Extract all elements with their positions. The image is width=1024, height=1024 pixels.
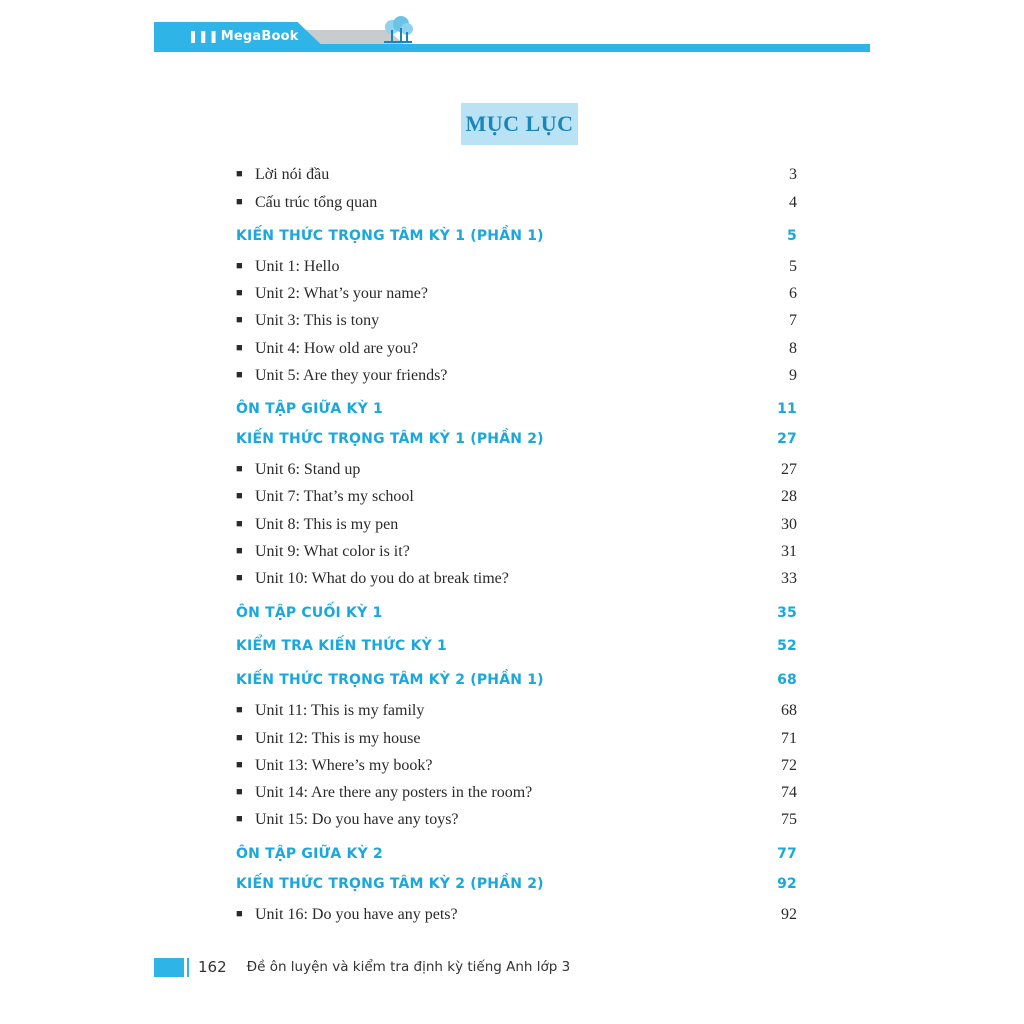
toc-page-number: 35 [777, 605, 797, 621]
toc-page-number: 75 [781, 811, 797, 828]
toc-entry-text: Unit 8: This is my pen [255, 516, 399, 533]
toc-entry-text: Unit 16: Do you have any pets? [255, 906, 458, 923]
toc-page-number: 33 [781, 570, 797, 587]
toc-page-number: 71 [781, 730, 797, 747]
toc-item-row [236, 258, 797, 276]
toc-entry-text: Unit 1: Hello [255, 258, 340, 275]
toc-entry-label [236, 672, 544, 688]
toc-entry-text: Cấu trúc tổng quan [255, 194, 378, 211]
toc-page-number: 92 [777, 876, 797, 892]
toc-entry-text: Unit 14: Are there any posters in the room? [255, 784, 533, 801]
toc-entry-label [236, 638, 447, 654]
toc-entry-label [236, 285, 428, 303]
square-bullet-icon: ■ [236, 732, 243, 744]
square-bullet-icon: ■ [236, 287, 243, 299]
square-bullet-icon: ■ [236, 168, 243, 180]
toc-entry-text: Unit 5: Are they your friends? [255, 367, 448, 384]
toc-entry-label [236, 401, 383, 417]
toc-entry-text: Unit 13: Where’s my book? [255, 757, 433, 774]
toc-item-row [236, 194, 797, 212]
toc-item-row [236, 784, 797, 802]
toc-entry-label [236, 543, 410, 561]
toc-entry-text: ÔN TẬP GIỮA KỲ 1 [236, 401, 383, 417]
square-bullet-icon: ■ [236, 463, 243, 475]
square-bullet-icon: ■ [236, 786, 243, 798]
brand-name: MegaBook [220, 29, 299, 44]
toc-section-row [236, 431, 797, 447]
toc-entry-text: KIẾN THỨC TRỌNG TÂM KỲ 2 (PHẦN 2) [236, 876, 544, 892]
square-bullet-icon: ■ [236, 342, 243, 354]
square-bullet-icon: ■ [236, 260, 243, 272]
square-bullet-icon: ■ [236, 196, 243, 208]
toc-item-row [236, 702, 797, 720]
toc-entry-label [236, 488, 414, 506]
toc-section-row [236, 638, 797, 654]
square-bullet-icon: ■ [236, 545, 243, 557]
toc-page-number: 7 [789, 312, 797, 329]
toc-page-number: 11 [777, 401, 797, 417]
toc-page-number: 27 [781, 461, 797, 478]
toc-section-row [236, 876, 797, 892]
toc-item-row [236, 730, 797, 748]
toc-page-number: 77 [777, 846, 797, 862]
toc-page-number: 6 [789, 285, 797, 302]
toc-entry-label [236, 784, 532, 802]
toc-page-number: 3 [789, 166, 797, 183]
toc-section-row [236, 672, 797, 688]
toc-entry-text: ÔN TẬP GIỮA KỲ 2 [236, 846, 383, 862]
toc-entry-label [236, 258, 339, 276]
brand-logo [188, 29, 299, 44]
toc-item-row [236, 461, 797, 479]
toc-entry-text: Unit 7: That’s my school [255, 488, 414, 505]
tree-logo-icon [382, 16, 414, 46]
toc-page-number: 68 [777, 672, 797, 688]
toc-entry-text: Unit 3: This is tony [255, 312, 380, 329]
toc-item-row [236, 367, 797, 385]
toc-page-number: 28 [781, 488, 797, 505]
square-bullet-icon: ■ [236, 572, 243, 584]
toc-entry-text: Unit 4: How old are you? [255, 340, 419, 357]
toc-item-row [236, 543, 797, 561]
square-bullet-icon: ■ [236, 369, 243, 381]
toc-entry-label [236, 367, 447, 385]
toc-entry-label [236, 516, 398, 534]
toc-item-row [236, 488, 797, 506]
footer-book-title: Đề ôn luyện và kiểm tra định kỳ tiếng Anh lớp 3 [246, 959, 571, 975]
toc-page-number: 72 [781, 757, 797, 774]
toc-section-row [236, 846, 797, 862]
toc-entry-label [236, 166, 329, 184]
toc-entry-text: Unit 11: This is my family [255, 702, 425, 719]
page-title: MỤC LỤC [465, 111, 574, 136]
page-footer [154, 956, 570, 978]
square-bullet-icon: ■ [236, 759, 243, 771]
square-bullet-icon: ■ [236, 314, 243, 326]
toc-page-number: 30 [781, 516, 797, 533]
footer-accent-block [154, 958, 184, 977]
toc-entry-label [236, 461, 360, 479]
toc-item-row [236, 757, 797, 775]
toc-entry-text: KIỂM TRA KIẾN THỨC KỲ 1 [236, 638, 447, 654]
toc-entry-text: Lời nói đầu [255, 166, 330, 183]
toc-entry-label [236, 702, 424, 720]
toc-entry-label [236, 730, 421, 748]
toc-entry-text: Unit 12: This is my house [255, 730, 421, 747]
toc-section-row [236, 228, 797, 244]
toc-item-row [236, 285, 797, 303]
toc-item-row [236, 340, 797, 358]
toc-title-box [461, 103, 578, 145]
toc-page-number: 31 [781, 543, 797, 560]
brand-mark-icon: ❚❚❚ [188, 29, 219, 43]
toc-entry-text: Unit 9: What color is it? [255, 543, 410, 560]
toc-entry-label [236, 340, 418, 358]
toc-item-row [236, 906, 797, 924]
toc-entry-text: KIẾN THỨC TRỌNG TÂM KỲ 2 (PHẦN 1) [236, 672, 544, 688]
footer-page-number: 162 [198, 958, 227, 976]
toc-entry-label [236, 846, 383, 862]
toc-entry-text: KIẾN THỨC TRỌNG TÂM KỲ 1 (PHẦN 1) [236, 228, 544, 244]
toc-item-row [236, 570, 797, 588]
toc-page-number: 68 [781, 702, 797, 719]
toc-entry-text: KIẾN THỨC TRỌNG TÂM KỲ 1 (PHẦN 2) [236, 431, 544, 447]
toc-entry-text: Unit 15: Do you have any toys? [255, 811, 459, 828]
toc-entry-text: Unit 10: What do you do at break time? [255, 570, 509, 587]
toc-entry-label [236, 228, 544, 244]
toc-page-number: 52 [777, 638, 797, 654]
page-header [154, 22, 870, 54]
square-bullet-icon: ■ [236, 908, 243, 920]
toc-page-number: 8 [789, 340, 797, 357]
toc-section-row [236, 401, 797, 417]
toc-entry-label [236, 312, 379, 330]
toc-entry-label [236, 811, 459, 829]
toc-entry-text: Unit 6: Stand up [255, 461, 361, 478]
toc-entry-label [236, 570, 509, 588]
toc-page-number: 27 [777, 431, 797, 447]
toc-item-row [236, 312, 797, 330]
toc-page-number: 9 [789, 367, 797, 384]
toc-entry-text: Unit 2: What’s your name? [255, 285, 428, 302]
toc-page-number: 74 [781, 784, 797, 801]
toc-entry-text: ÔN TẬP CUỐI KỲ 1 [236, 605, 383, 621]
toc-entry-label [236, 431, 544, 447]
toc-item-row [236, 811, 797, 829]
toc-entry-label [236, 757, 432, 775]
square-bullet-icon: ■ [236, 490, 243, 502]
toc-entry-label [236, 605, 382, 621]
toc-entry-label [236, 906, 458, 924]
toc-page-number: 92 [781, 906, 797, 923]
toc-page-number: 5 [787, 228, 797, 244]
square-bullet-icon: ■ [236, 813, 243, 825]
toc-page-number: 4 [789, 194, 797, 211]
toc-entry-label [236, 876, 544, 892]
square-bullet-icon: ■ [236, 518, 243, 530]
square-bullet-icon: ■ [236, 704, 243, 716]
footer-divider [187, 958, 189, 977]
toc-page-number: 5 [789, 258, 797, 275]
toc-item-row [236, 516, 797, 534]
toc-entry-label [236, 194, 377, 212]
toc-section-row [236, 605, 797, 621]
toc-item-row [236, 166, 797, 184]
